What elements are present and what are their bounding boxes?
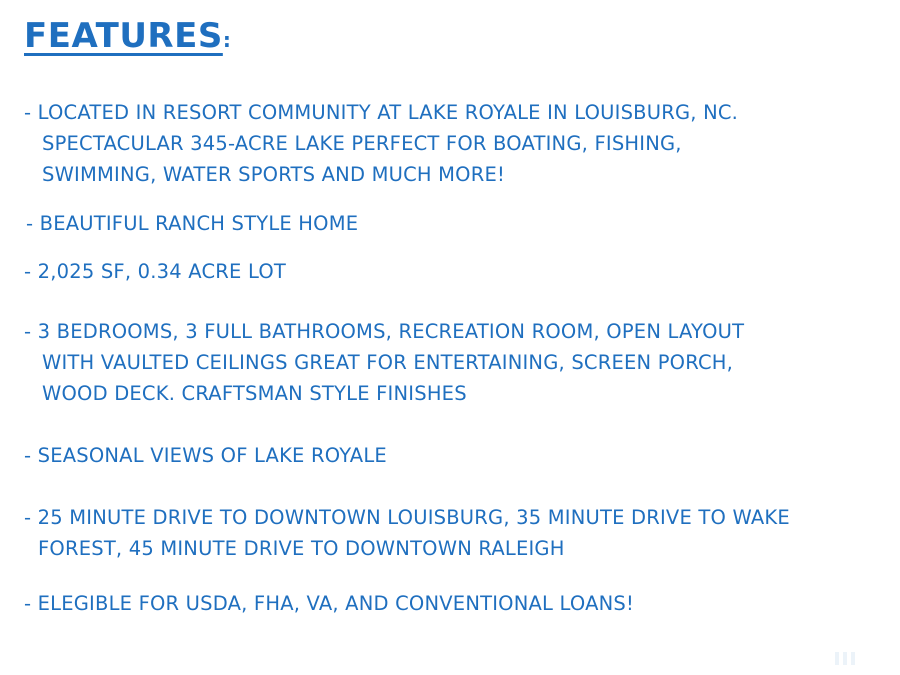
feature-bullet-drive-times [24,502,790,564]
feature-line: WITH VAULTED CEILINGS GREAT FOR ENTERTAINING, SCREEN PORCH, [42,351,734,374]
feature-bullet-size [24,256,286,287]
feature-bullet-views [24,440,387,471]
feature-line: SPECTACULAR 345-ACRE LAKE PERFECT FOR BOATING, FISHING, [42,132,682,155]
feature-line: - SEASONAL VIEWS OF LAKE ROYALE [24,444,387,467]
title-word: FEATURES [24,16,223,56]
title-colon: : [222,28,232,52]
feature-bullet-rooms [24,316,744,409]
feature-bullet-loans [24,588,634,619]
watermark-mark [834,649,864,667]
feature-line: - 3 BEDROOMS, 3 FULL BATHROOMS, RECREATION ROOM, OPEN LAYOUT [24,320,745,343]
feature-line: - BEAUTIFUL RANCH STYLE HOME [26,212,359,235]
feature-line: - ELEGIBLE FOR USDA, FHA, VA, AND CONVENTIONAL LOANS! [24,592,635,615]
feature-line: WOOD DECK. CRAFTSMAN STYLE FINISHES [42,382,467,405]
feature-line: SWIMMING, WATER SPORTS AND MUCH MORE! [42,163,506,186]
feature-bullet-home-style [26,208,358,239]
feature-line: - 25 MINUTE DRIVE TO DOWNTOWN LOUISBURG, 35 MINUTE DRIVE TO WAKE [24,506,790,529]
feature-line: - LOCATED IN RESORT COMMUNITY AT LAKE ROYALE IN LOUISBURG, NC. [24,101,739,124]
page-title [24,16,231,56]
feature-bullet-location [24,97,738,190]
feature-line: - 2,025 SF, 0.34 ACRE LOT [24,260,286,283]
feature-line: FOREST, 45 MINUTE DRIVE TO DOWNTOWN RALEIGH [38,537,565,560]
